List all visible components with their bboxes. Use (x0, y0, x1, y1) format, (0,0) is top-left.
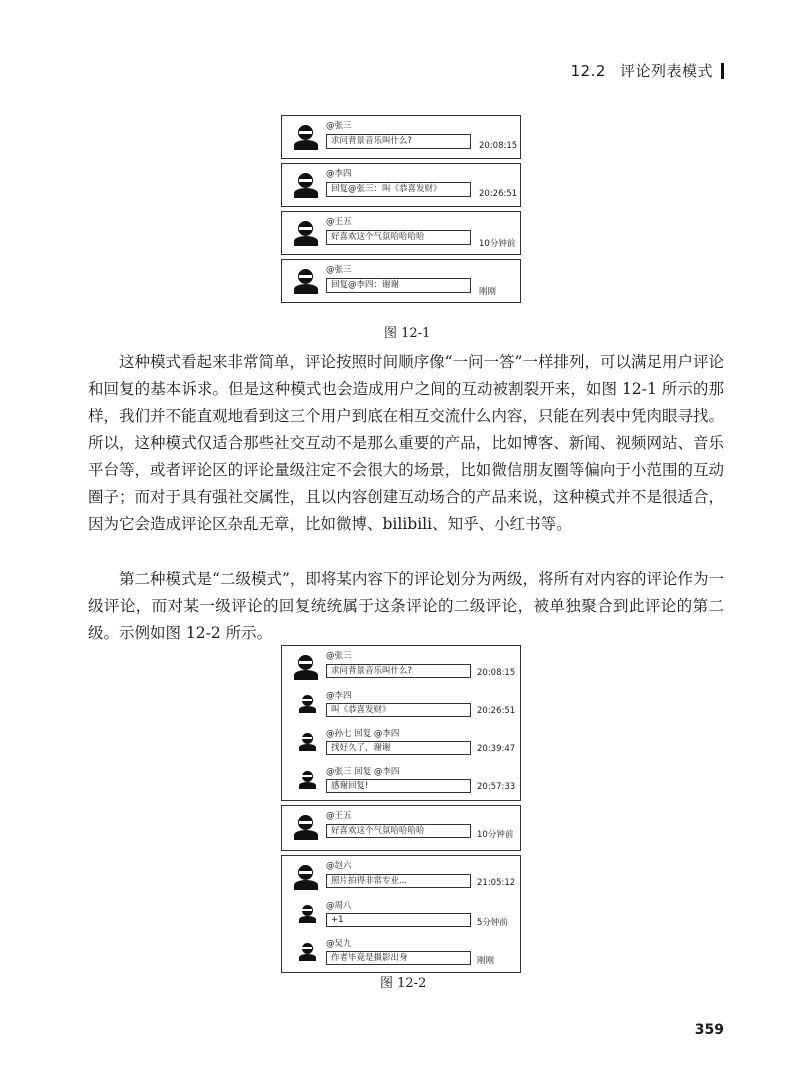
avatar-icon (294, 815, 318, 841)
comment-time: 5分钟前 (477, 918, 508, 928)
comment-user: @张三 回复 @李四 (326, 767, 400, 777)
avatar-icon (299, 905, 316, 924)
avatar-icon (294, 173, 318, 199)
comment-text: 回复@李四：谢谢 (326, 278, 471, 293)
section-number: 12.2 (570, 61, 606, 80)
comment-user: @张三 (326, 651, 352, 661)
comment-time: 20:57:33 (477, 782, 516, 792)
avatar-icon (294, 269, 318, 295)
body-paragraph: 第二种模式是“二级模式”，即将某内容下的评论划分为两级，将所有对内容的评论作为一级评论，而对某一级评论的回复统统属于这条评论的二级评论，被单独聚合到此评论的第二级。示例如图 12-2 所示。 (88, 570, 724, 642)
top-comment (282, 806, 520, 850)
figure-12-1 (281, 115, 521, 307)
figure-caption: 图 12-1 (384, 326, 431, 341)
reply-comment (282, 762, 520, 800)
avatar-icon (294, 655, 318, 681)
comment-card (281, 259, 521, 303)
running-head (571, 60, 724, 81)
reply-comment (282, 934, 520, 972)
comment-text: 回复@张三：叫《恭喜发财》 (326, 182, 471, 197)
comment-time: 20:08:15 (479, 141, 518, 151)
comment-text: 感谢回复! (326, 779, 471, 793)
comment-thread (281, 805, 521, 851)
avatar-icon (294, 125, 318, 151)
comment-time: 10分钟前 (477, 830, 514, 840)
comment-card (281, 211, 521, 255)
comment-card (281, 163, 521, 207)
comment-text: 好喜欢这个气氛哈哈哈哈 (326, 230, 471, 245)
reply-comment (282, 896, 520, 934)
avatar-icon (299, 771, 316, 790)
body-paragraph: 这种模式看起来非常简单，评论按照时间顺序像“一问一答”一样排列，可以满足用户评论和回复的基本诉求。但是这种模式也会造成用户之间的互动被割裂开来，如图 12-1 所示的那样，我们并不能直观地看到这三个用户到底在相互交流什么内容，只能在列表中凭肉眼寻找。所以，这种模式仅适合那些社交互动不是那么重要的产品，比如博客、新闻、视频网站、音乐平台等，或者评论区的评论量级注定不会很大的场景，比如微信朋友圈等偏向于小范围的互动圈子；而对于具有强社交属性，且以内容创建互动场合的产品来说，这种模式并不是很适合，因为它会造成评论区杂乱无章，比如微博、bilibili、知乎、小红书等。 (88, 353, 724, 533)
comment-time: 20:26:51 (479, 189, 518, 199)
comment-time: 21:05:12 (477, 878, 516, 888)
comment-user: @李四 (326, 169, 352, 179)
comment-thread (281, 645, 521, 801)
comment-time: 10分钟前 (479, 239, 516, 249)
top-comment (282, 856, 520, 896)
comment-text: 叫《恭喜发财》 (326, 703, 471, 717)
comment-user: @赵六 (326, 861, 352, 871)
comment-user: @孙七 回复 @李四 (326, 729, 400, 739)
comment-time: 20:08:15 (477, 668, 516, 678)
comment-text: 求问背景音乐叫什么? (326, 134, 471, 149)
comment-time: 20:26:51 (477, 706, 516, 716)
comment-user: @李四 (326, 691, 352, 701)
avatar-icon (299, 943, 316, 962)
comment-time: 刚刚 (477, 956, 495, 966)
comment-user: @张三 (326, 121, 352, 131)
comment-user: @张三 (326, 265, 352, 275)
top-comment (282, 646, 520, 686)
comment-user: @王五 (326, 811, 352, 821)
figure-12-2 (281, 645, 521, 977)
header-bar (721, 63, 724, 79)
avatar-icon (294, 221, 318, 247)
comment-text: 照片拍得非常专业... (326, 874, 471, 888)
reply-comment (282, 686, 520, 724)
comment-user: @周八 (326, 901, 352, 911)
avatar-icon (299, 733, 316, 752)
comment-card (281, 115, 521, 159)
comment-text: 找好久了，谢谢 (326, 741, 471, 755)
avatar-icon (299, 695, 316, 714)
comment-time: 20:39:47 (477, 744, 516, 754)
comment-text: 作者毕竟是摄影出身 (326, 951, 471, 965)
figure-caption: 图 12-2 (380, 976, 427, 991)
page-number: 359 (694, 1022, 724, 1038)
comment-user: @王五 (326, 217, 352, 227)
comment-text: 求问背景音乐叫什么? (326, 664, 471, 678)
comment-text: +1 (326, 913, 471, 927)
comment-user: @吴九 (326, 939, 352, 949)
comment-time: 刚刚 (479, 287, 497, 297)
avatar-icon (294, 865, 318, 891)
comment-thread (281, 855, 521, 973)
section-title: 评论列表模式 (619, 62, 713, 80)
comment-text: 好喜欢这个气氛哈哈哈哈 (326, 824, 471, 838)
reply-comment (282, 724, 520, 762)
